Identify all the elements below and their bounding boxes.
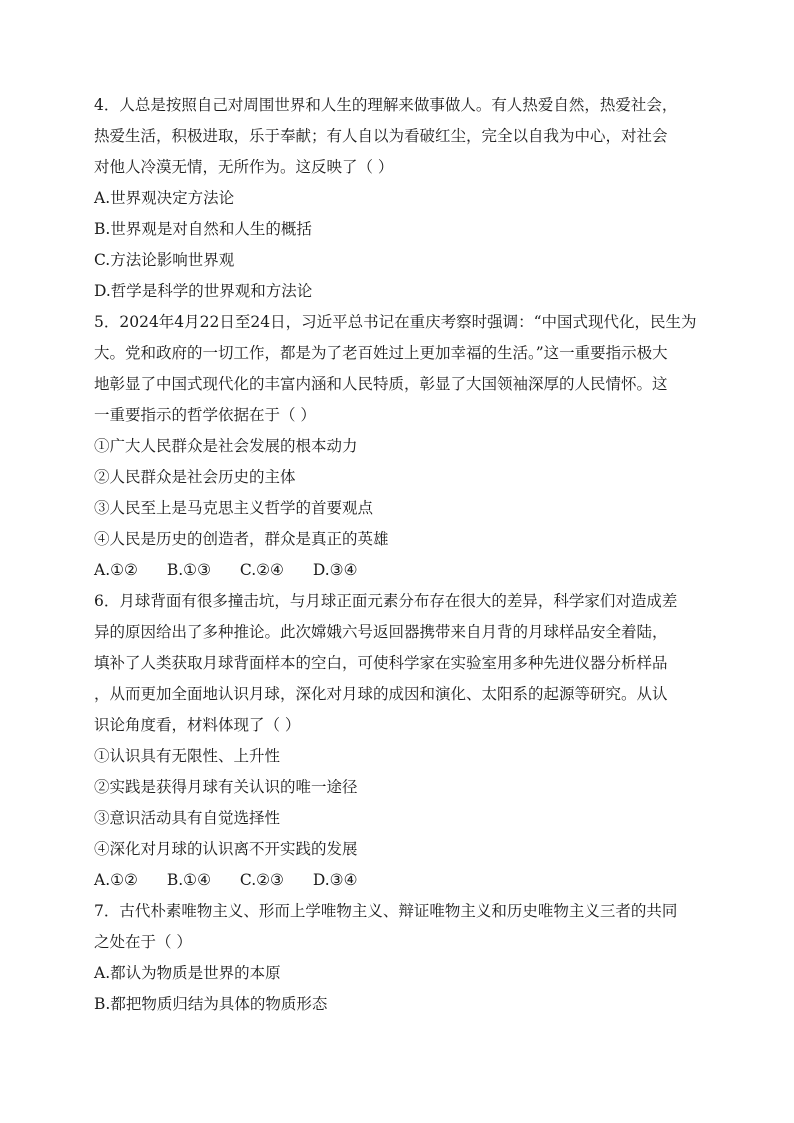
choice-d: D.③④ xyxy=(312,561,358,579)
stem-line: 之处在于（ ） xyxy=(94,933,192,951)
stem-line: 5．2024年4月22日至24日，习近平总书记在重庆考察时强调：“中国式现代化，民生为 xyxy=(94,313,697,331)
statement-item: ①认识具有无限性、上升性 xyxy=(94,747,281,765)
question-7-stem xyxy=(94,896,704,958)
option-b: B.都把物质归结为具体的物质形态 xyxy=(94,995,328,1013)
stem-line: 识论角度看，材料体现了（ ） xyxy=(94,716,301,734)
stem-line: 6．月球背面有很多撞击坑，与月球正面元素分布存在很大的差异，科学家们对造成差 xyxy=(94,592,678,610)
stem-line: ，从而更加全面地认识月球，深化对月球的成因和演化、太阳系的起源等研究。从认 xyxy=(94,685,668,703)
option-c: C.方法论影响世界观 xyxy=(94,251,235,269)
stem-line: 一重要指示的哲学依据在于（ ） xyxy=(94,406,316,424)
stem-line: 热爱生活，积极进取，乐于奉献；有人自以为看破红尘，完全以自我为中心，对社会 xyxy=(94,127,668,145)
answer-choices xyxy=(94,865,704,896)
stem-line: 填补了人类获取月球背面样本的空白，可使科学家在实验室用多种先进仪器分析样品 xyxy=(94,654,668,672)
stem-line: 对他人冷漠无情，无所作为。这反映了（ ） xyxy=(94,158,394,176)
statement-item: ①广大人民群众是社会发展的根本动力 xyxy=(94,437,358,455)
choice-d: D.③④ xyxy=(312,871,358,889)
option-d: D.哲学是科学的世界观和方法论 xyxy=(94,282,313,300)
stem-line: 地彰显了中国式现代化的丰富内涵和人民特质，彰显了大国领袖深厚的人民情怀。这 xyxy=(94,375,668,393)
statement-item: ④深化对月球的认识离不开实践的发展 xyxy=(94,840,358,858)
choice-a: A.①② xyxy=(94,871,138,889)
question-4 xyxy=(94,90,704,307)
option-a: A.都认为物质是世界的本原 xyxy=(94,964,281,982)
choice-c: C.②④ xyxy=(239,561,284,579)
statement-item: ③人民至上是马克思主义哲学的首要观点 xyxy=(94,499,374,517)
question-6 xyxy=(94,586,704,896)
choice-b: B.①④ xyxy=(166,871,211,889)
statement-item: ②人民群众是社会历史的主体 xyxy=(94,468,296,486)
stem-line: 7．古代朴素唯物主义、形而上学唯物主义、辩证唯物主义和历史唯物主义三者的共同 xyxy=(94,902,678,920)
choice-a: A.①② xyxy=(94,561,138,579)
question-list xyxy=(94,90,704,1020)
choice-c: C.②③ xyxy=(239,871,284,889)
stem-line: 4．人总是按照自己对周围世界和人生的理解来做事做人。有人热爱自然，热爱社会， xyxy=(94,96,678,114)
stem-line: 异的原因给出了多种推论。此次嫦娥六号返回器携带来自月背的月球样品安全着陆， xyxy=(94,623,668,641)
statement-item: ③意识活动具有自觉选择性 xyxy=(94,809,281,827)
statement-item: ④人民是历史的创造者，群众是真正的英雄 xyxy=(94,530,389,548)
stem-line: 大。党和政府的一切工作，都是为了老百姓过上更加幸福的生活。”这一重要指示极大 xyxy=(94,344,668,362)
choice-b: B.①③ xyxy=(166,561,211,579)
question-5-stem xyxy=(94,307,704,431)
question-7 xyxy=(94,896,704,1020)
statement-item: ②实践是获得月球有关认识的唯一途径 xyxy=(94,778,358,796)
option-b: B.世界观是对自然和人生的概括 xyxy=(94,220,312,238)
question-6-stem xyxy=(94,586,704,741)
option-a: A.世界观决定方法论 xyxy=(94,189,235,207)
answer-choices xyxy=(94,555,704,586)
question-4-stem xyxy=(94,90,704,183)
question-5 xyxy=(94,307,704,586)
